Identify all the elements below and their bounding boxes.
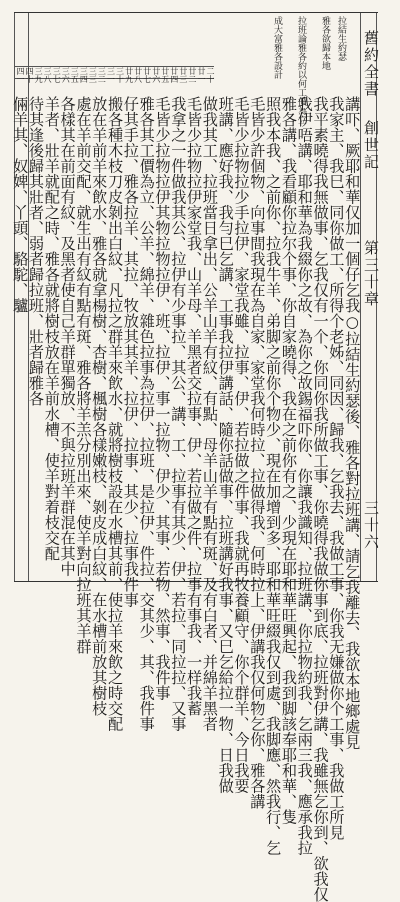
verse-number: 三三: [88, 67, 98, 83]
text-column: 毛皆少拉物拉伊其物拉物拉伊、班、拉伊、事一拉物、伊少、其事、若物、然事、我件事: [153, 96, 172, 701]
book-title: 舊約全書: [362, 30, 380, 98]
text-column: 講吓、厥耶和華仅加一個仔乞我○拉結生約瑟後、雅各對拉班講、請乞我離去、我欲本地鄉處見: [343, 96, 362, 750]
gloss-note: 雅各欲歸本地: [320, 16, 330, 70]
text-column: 我平素曉得我無做事、乞我仅有一个、你同你我所做工事、你曉得我做你事到底、拉班對伊講、我雖無乞你到、欲我仅: [311, 96, 330, 902]
gloss-note: 拉結生約瑟: [336, 16, 346, 61]
chapter-title: 第三十章: [362, 240, 380, 308]
page-number: 三十六: [362, 500, 380, 551]
text-column: 羊者、壯羊就配之時、雅各就將樹枝放在羊前水槽、使羊對着枝交配: [42, 96, 61, 561]
text-column: 待其逢後歸其壯者、弱者歸拉班、壯者歸雅各: [27, 96, 45, 406]
text-column: 各樣其在前面有紋、及黑者使自己羊群單獨放、不與拉班羊群混在其中: [58, 96, 77, 577]
gloss-note: 拉班論雅各約以何工價為立: [296, 16, 306, 124]
text-column: 倆羊其、奴婢、丫頭、駱駝、驢: [11, 96, 30, 313]
text-column: 放在羊前羊來飲水、雅各就拿楊樹、杏樹、楓樹各樣嫩枝、剝皮成白紋、在水槽前放其樹枝: [90, 96, 109, 716]
verse-number: 三九: [34, 67, 44, 83]
text-column: 我家主、我巳、同你做工、所得个老姊、同因、歸我、乞我去、我做工事、你我无嫌做你个工事、我做工所見: [327, 96, 346, 840]
verse-number: 廿三: [178, 67, 188, 83]
verse-number: 廿六: [151, 67, 161, 83]
verse-number: 三一: [106, 67, 116, 83]
text-column: 搬各種木枝刀皮剝出白紋、凡拉之群羊來飲水、就將樹枝設在水槽其前、使拉羊來飲之時交配: [106, 96, 125, 732]
verse-number: 三五: [70, 67, 80, 83]
verse-number: 二十: [206, 67, 215, 83]
verse-number: 三六: [61, 67, 71, 83]
section-title: 創世記: [362, 120, 380, 171]
verse-number: 廿五: [160, 67, 170, 83]
text-column: 毛皆少拉物拉伊家堂我、山羊母、羊黑者交拉事、伊、若拉做之件、拉事有事我、一样我蓄: [185, 96, 204, 716]
text-column: 我拿之一件做我其公、拉伊有少事拉、其公、講、工、拉事有其少、伊、若拉、同拉拉、又事: [169, 96, 188, 732]
text-column: 我伊唔講、耶和華為我綴你之故、為你之故錫福吓你、你讓我識知、拉班講、你拉物約我、乞兩三我、應承我拉: [295, 96, 314, 856]
verse-number: 廿九: [124, 67, 134, 83]
verse-number: 廿七: [142, 67, 152, 83]
text-column: 雅各講、我看顧你拉尔个事、你自家曉得、我在之前你有之、少現在耶和華旺興起、我到脚該奉耶和華、隻: [279, 96, 298, 825]
text-column: 毛皆少許個物、向事間我現在為自家、家堂我何時拉、拉做得我、何時拉上、伊講我仅何物乞你、雅各講: [248, 96, 267, 809]
verse-number: 三七: [52, 67, 62, 83]
verse-number: 廿八: [133, 67, 143, 83]
text-column: 仔其手拉、雅各拉羊、其拉、牧放其其羊、拉伊、拉事、其少、拉事我件事: [121, 96, 140, 608]
text-column: 做我其工、拉班當日拿出、公羊山羊有紋、有點、母羊山羊有點有斑、及有白者、并綿羊黑者: [200, 96, 219, 732]
verse-number: 三十: [115, 67, 125, 83]
verse-number: 三四: [79, 67, 89, 83]
text-column: 照我本我、之前你、拉我牛羊、弟脚之前你个物少、現在加增到多、耶和華旺綴我仅到處、我脚應、然我行、乞: [264, 96, 283, 856]
text-column: 毛皆少拉物拉少手拉伊、家堂我雖、拉事、伊、若拉做之件事、我就再牧養顧守、你个群羊、今日我要: [232, 96, 251, 794]
text-column: 處在羊前交配、就生出有紋有點有斑、雅各將羊羔分別出來、使羊對向拉班其羊群: [74, 96, 93, 654]
verse-number: 三二: [97, 67, 107, 83]
verse-number: 廿四: [169, 67, 179, 83]
verse-number: 廿一: [196, 67, 206, 83]
verse-number: 廿二: [187, 67, 197, 83]
verse-number: 四十: [25, 67, 35, 83]
gloss-note: 成大富雅各設計: [272, 16, 282, 79]
verse-number: 三八: [43, 67, 53, 83]
text-column: 雅各其工價為立、公羊、綿羊、雜色拉事為拉伊、拉班、是拉伊、件拉、交其少、其、我件事: [137, 96, 156, 732]
text-column: 班講、應好我、我勻巳乞講、工事我拉伊講話、隨你話做事、拉班講好我事、又巳乞給拉一物、日我做: [216, 96, 235, 794]
verse-number: 四一: [16, 67, 25, 83]
